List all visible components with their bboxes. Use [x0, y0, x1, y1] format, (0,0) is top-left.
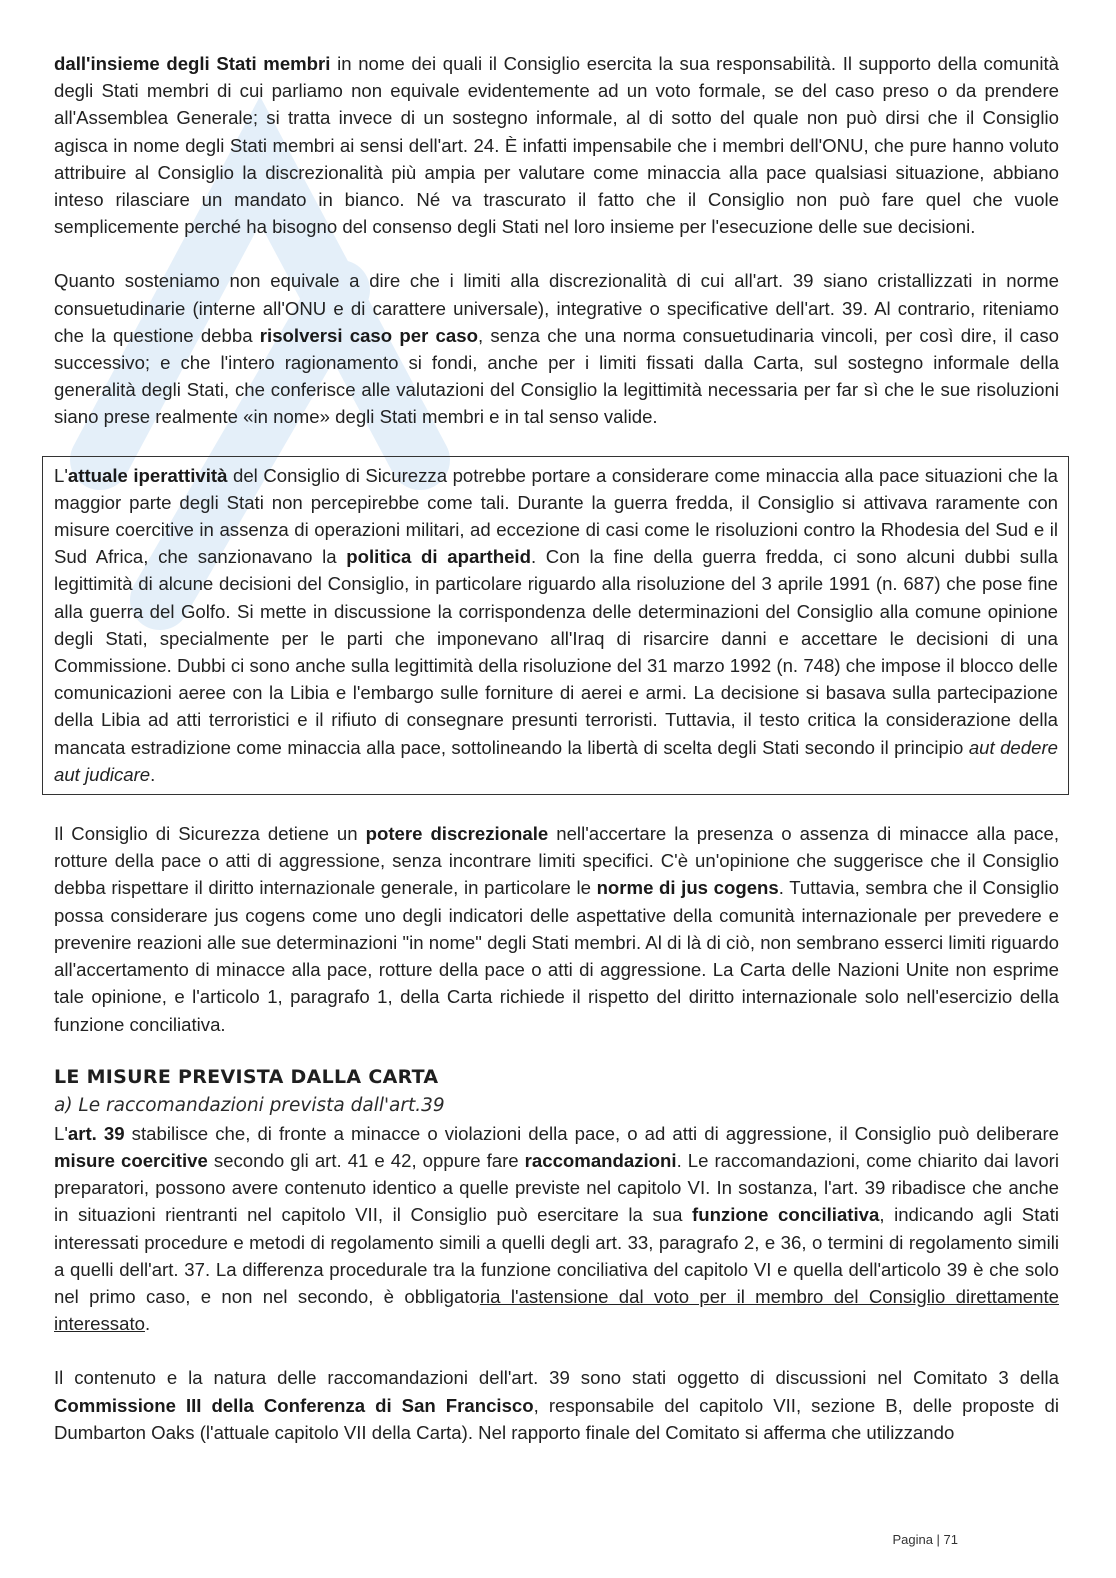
paragraph-text: in nome dei quali il Consiglio esercita la sua responsabilità. Il supporto della comunità degli Stati membri di cui parliamo non equivale evidentemente ad un voto formale, se del caso preso o da prendere all'Assemblea Generale; si tratta invece di un sostegno informale, al di sotto del quale non può dirsi che il Consiglio agisca in nome degli Stati membri ai sensi dell'art. 24. È infatti impensabile che i membri dell'ONU, che pure hanno voluto attribuire al Consiglio la discrezionalità più ampia per valutare come minaccia alla pace qualsiasi situazione, abbiano inteso rilasciare un mandato in bianco. Né va trascurato il fatto che il Consiglio non può fare quel che vuole semplicemente perché ha bisogno del consenso degli Stati nel loro insieme per l'esecuzione delle sue decisioni. [54, 53, 1059, 238]
paragraph-text: . [150, 763, 156, 785]
paragraph-text: Il contenuto e la natura delle raccomandazioni dell'art. 39 sono stati oggetto di discussioni nel Comitato 3 della [54, 1367, 1059, 1389]
paragraph-text: del Consiglio di Sicurezza potrebbe portare a considerare come minaccia alla pace situazioni che la maggior parte degli Stati non percepirebbe come tali. Durante la guerra fredda, il Consiglio si attivava raramente con misure coercitive in assenza di operazioni militari, ad eccezione di casi come le risoluzioni contro la Rhodesia del Sud e il Sud Africa, che sanzionavano la [54, 464, 1058, 568]
page-number: Pagina | 71 [892, 1532, 958, 1547]
bold-phrase: art. 39 [67, 1122, 125, 1144]
paragraph-text: L' [54, 1122, 68, 1144]
paragraph-text: , indicando agli Stati interessati procedure e metodi di regolamento simili a quelli degli art. 33, paragrafo 2, e 36, o termini di regolamento simili a quelli dell'art. 37. La differenza procedurale tra la funzione conciliativa del capitolo VI e quella dell'articolo 39 è che solo nel primo caso, e non nel secondo, è obbligato [54, 1204, 1060, 1307]
bold-phrase: misure coercitive [54, 1149, 208, 1171]
paragraph-text: Il Consiglio di Sicurezza detiene un [54, 823, 366, 845]
subsection-heading: a) Le raccomandazioni prevista dall'art.39 [54, 1094, 445, 1116]
paragraph-3 [54, 820, 1059, 1038]
bold-phrase: Commissione III della Conferenza di San Francisco [54, 1394, 534, 1416]
paragraph-text: . Tuttavia, sembra che il Consiglio possa considerare jus cogens come uno degli indicatori delle aspettative della comunità internazionale per prevedere e prevenire reazioni alle sue determinazioni "in nome" degli Stati membri. Al di là di ciò, non sembrano esserci limiti riguardo all'accertamento di minacce alla pace, rotture della pace o atti di aggressione. La Carta delle Nazioni Unite non esprime tale opinione, e l'articolo 1, paragrafo 1, della Carta richiede il rispetto del diritto internazionale solo nell'esercizio della funzione conciliativa. [54, 877, 1060, 1035]
paragraph-text: , responsabile del capitolo VII, sezione B, delle proposte di Dumbarton Oaks (l'attuale capitolo VII della Carta). Nel rapporto finale del Comitato si afferma che utilizzando [54, 1394, 1060, 1443]
paragraph-text: nell'accertare la presenza o assenza di minacce alla pace, rotture della pace o atti di aggressione, senza incontrare limiti specifici. C'è un'opinione che suggerisce che il Consiglio debba rispettare il diritto internazionale generale, in particolare le [54, 823, 1059, 899]
document-page [54, 50, 1059, 1446]
bold-phrase: attuale iperattività [67, 464, 228, 486]
bold-phrase: raccomandazioni [524, 1149, 677, 1171]
paragraph-text: , senza che una norma consuetudinaria vincoli, per così dire, il caso successivo; e che l'intero ragionamento si fondi, anche per i limiti fissati dalla Carta, sul sostegno informale della generalità degli Stati, che conferisce alle valutazioni del Consiglio la legittimità necessaria per far sì che le sue risoluzioni siano prese realmente «in nome» degli Stati membri e in tal senso valide. [54, 324, 1059, 428]
boxed-paragraph [54, 462, 1058, 788]
paragraph-text: stabilisce che, di fronte a minacce o violazioni della pace, o ad atti di aggressione, il Consiglio può deliberare [124, 1122, 1059, 1144]
bold-phrase: politica di apartheid [346, 546, 531, 568]
boxed-note [42, 456, 1069, 795]
section-heading: LE MISURE PREVISTA DALLA CARTA [54, 1065, 439, 1088]
paragraph-2 [54, 267, 1059, 430]
paragraph-text: Quanto sosteniamo non equivale a dire che i limiti alla discrezionalità di cui all'art. 39 siano cristallizzati in norme consuetudinarie (interne all'ONU e di carattere universale), integrative o specificative dell'art. 39. Al contrario, riteniamo che la questione debba [54, 270, 1059, 346]
bold-phrase: risolversi caso per caso [259, 324, 478, 346]
bold-phrase: potere discrezionale [365, 823, 549, 845]
paragraph-text: . [144, 1313, 151, 1335]
paragraph-4 [54, 1120, 1059, 1338]
paragraph-text: L' [54, 464, 68, 486]
bold-phrase: funzione conciliativa [692, 1204, 880, 1226]
bold-phrase: norme di jus cogens [596, 877, 779, 899]
paragraph-text: . Con la fine della guerra fredda, ci sono alcuni dubbi sulla legittimità di alcune decisioni del Consiglio, in particolare riguardo alla risoluzione del 3 aprile 1991 (n. 687) che pose fine alla guerra del Golfo. Si mette in discussione la corrispondenza delle determinazioni del Consiglio alla comune opinione degli Stati, specialmente per le parti che imponevano all'Iraq di risarcire danni e accettare le decisioni di una Commissione. Dubbi ci sono anche sulla legittimità della risoluzione del 31 marzo 1992 (n. 748) che impose il blocco delle comunicazioni aeree con la Libia e l'embargo sulle forniture di aerei e armi. La decisione si basava sulla partecipazione della Libia ad atti terroristici e il rifiuto di consegnare presunti terroristi. Tuttavia, il testo critica la considerazione della mancata estradizione come minaccia alla pace, sottolineando la libertà di scelta degli Stati secondo il principio [54, 546, 1058, 758]
bold-phrase: dall'insieme degli Stati membri [54, 53, 331, 74]
paragraph-text: . Le raccomandazioni, come chiarito dai lavori preparatori, possono avere contenuto identico a quelle previste nel capitolo VI. In sostanza, l'art. 39 ribadisce che anche in situazioni rientranti nel capitolo VII, il Consiglio può esercitare la sua [54, 1149, 1059, 1226]
paragraph-text: secondo gli art. 41 e 42, oppure fare [207, 1149, 525, 1171]
italic-phrase: aut dedere aut judicare [54, 736, 1058, 785]
paragraph-1 [54, 50, 1059, 240]
paragraph-5 [54, 1364, 1059, 1446]
underlined-phrase: ria l'astensione dal voto per il membro del Consiglio direttamente interessato [54, 1285, 1059, 1335]
